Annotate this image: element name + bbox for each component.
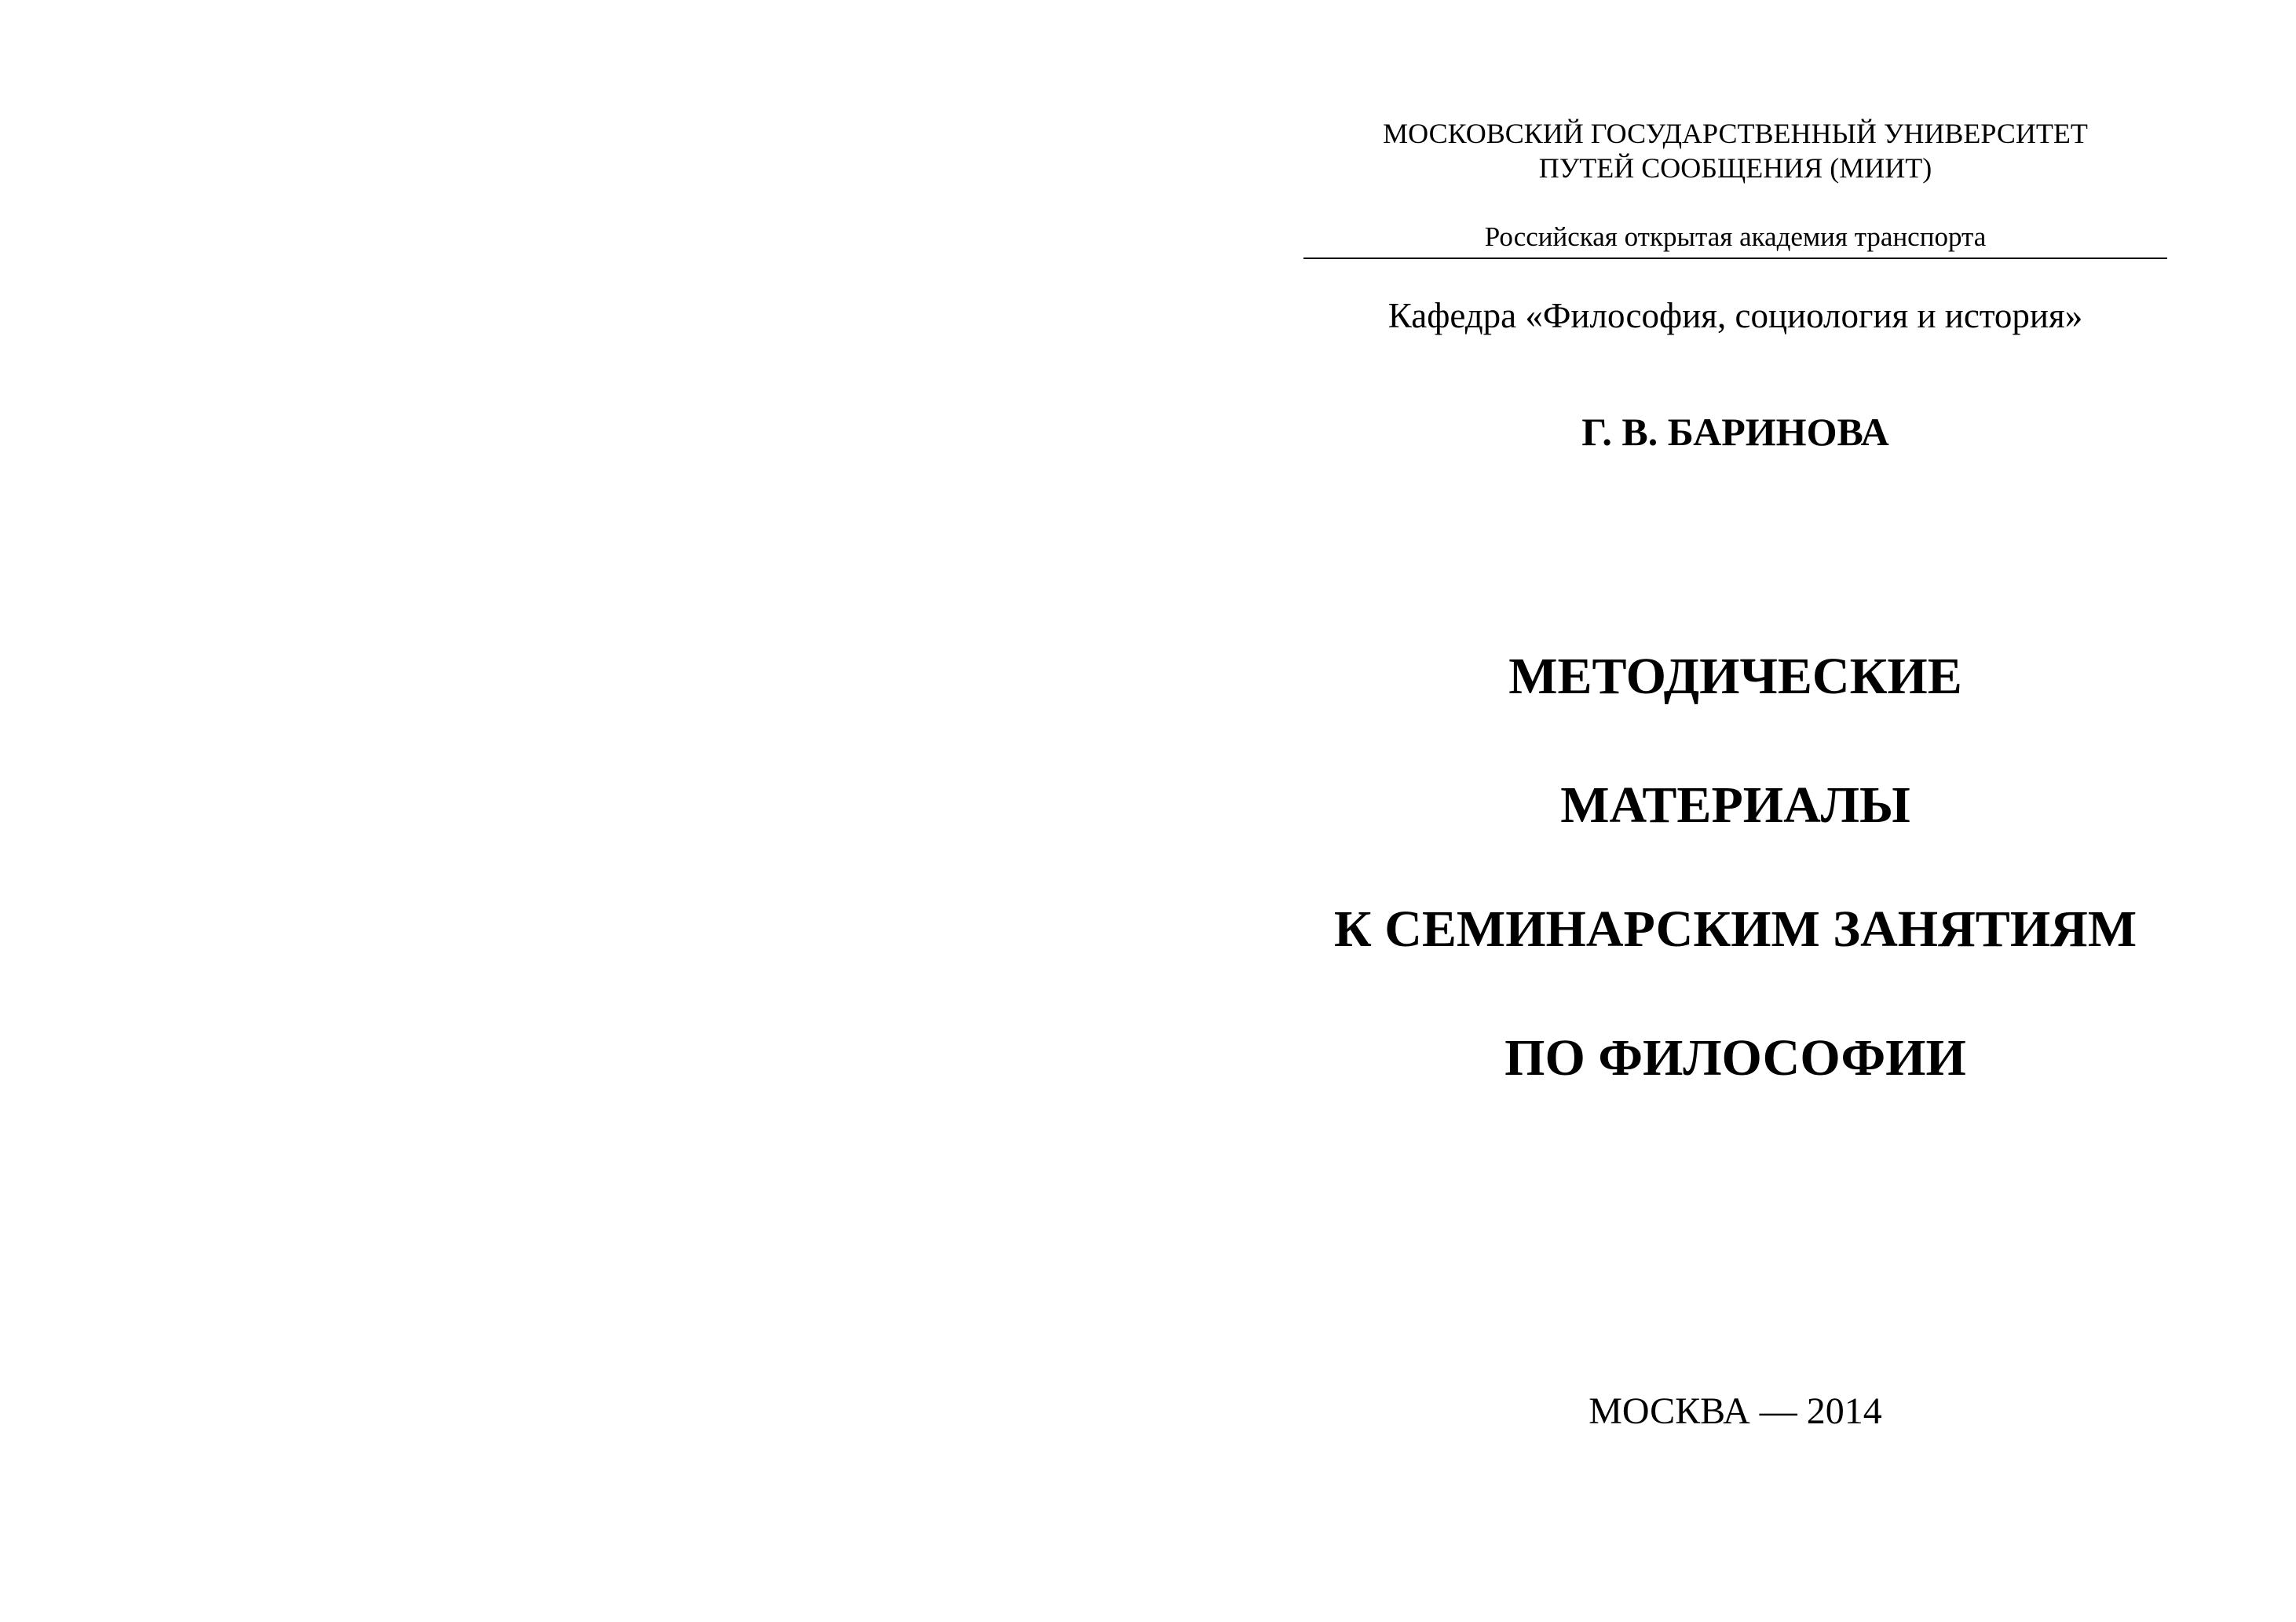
- university-name-line-1: МОСКОВСКИЙ ГОСУДАРСТВЕННЫЙ УНИВЕРСИТЕТ: [1383, 118, 2088, 149]
- title-line-2: МАТЕРИАЛЫ: [1560, 776, 1910, 834]
- title-line-3: К СЕМИНАРСКИМ ЗАНЯТИЯМ: [1333, 901, 2137, 958]
- header-divider: [1303, 258, 2167, 259]
- title-line-4: ПО ФИЛОСОФИИ: [1504, 1029, 1966, 1087]
- city-year: МОСКВА — 2014: [1589, 1390, 1882, 1432]
- author-name: Г. В. БАРИНОВА: [1581, 410, 1889, 454]
- university-name-line-2: ПУТЕЙ СООБЩЕНИЯ (МИИТ): [1538, 152, 1932, 184]
- academy-name: Российская открытая академия транспорта: [1484, 221, 1987, 252]
- department-name: Кафедра «Философия, социология и история»: [1387, 296, 2083, 335]
- title-line-1: МЕТОДИЧЕСКИЕ: [1508, 648, 1962, 705]
